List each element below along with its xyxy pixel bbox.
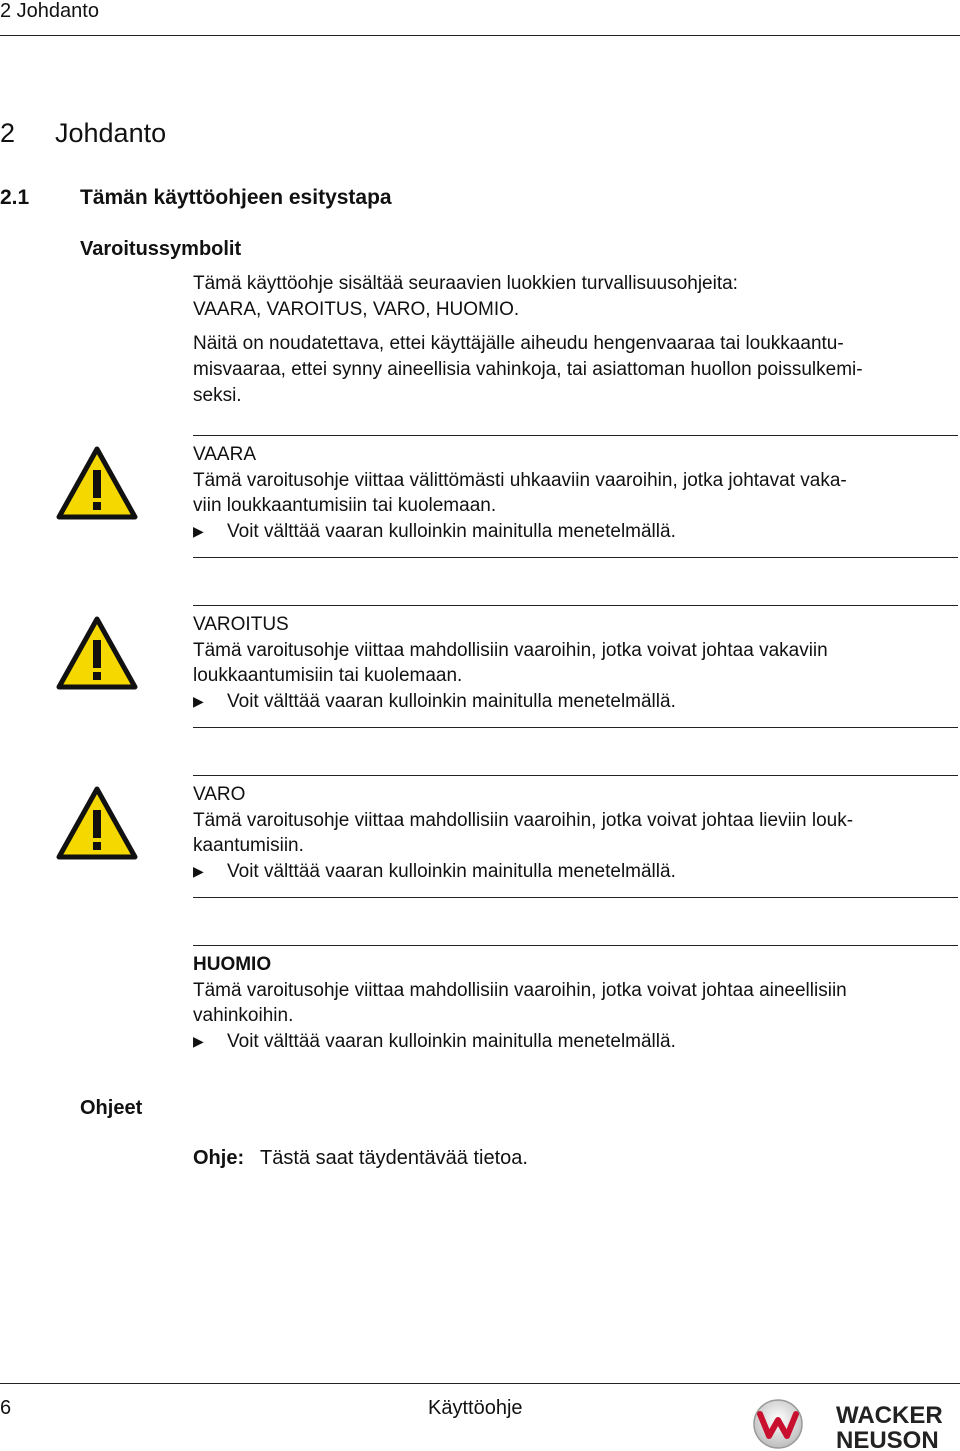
warning-text-line: Tämä varoitusohje viittaa välittömästi uhkaaviin vaaroihin, jotka johtavat vaka- xyxy=(193,469,847,491)
warning-block-huomio xyxy=(193,952,958,1054)
warning-action xyxy=(193,1029,958,1055)
warning-block-varoitus xyxy=(193,612,958,714)
intro-paragraph-2 xyxy=(193,331,953,408)
warning-title: VAARA xyxy=(193,444,257,465)
intro-line: misvaaraa, ettei synny aineellisia vahinkoja, tai asiattoman huollon poissulkemi- xyxy=(193,358,863,380)
warning-rule-top xyxy=(193,435,958,436)
warning-triangle-icon xyxy=(56,786,138,860)
intro-line: Tämä käyttöohje sisältää seuraavien luokkien turvallisuusohjeita: xyxy=(193,273,738,294)
subheading-warning-symbols: Varoitussymbolit xyxy=(80,238,242,260)
warning-action xyxy=(193,859,958,885)
warning-rule-top xyxy=(193,945,958,946)
document-title: Käyttöohje xyxy=(428,1397,523,1419)
logo-text-neuson: NEUSON xyxy=(836,1427,939,1451)
note-label: Ohje: xyxy=(193,1147,245,1169)
warning-rule-top xyxy=(193,605,958,606)
chapter-title: Johdanto xyxy=(55,118,167,148)
arrow-right-icon: ▶ xyxy=(193,1032,204,1049)
section-number: 2.1 xyxy=(0,186,30,209)
warning-text-line: kaantumisiin. xyxy=(193,835,304,857)
chapter-heading xyxy=(0,118,166,149)
warning-title: VARO xyxy=(193,784,246,805)
header-rule xyxy=(0,35,960,36)
warning-action xyxy=(193,519,958,545)
arrow-right-icon: ▶ xyxy=(193,522,204,539)
note-line xyxy=(193,1147,528,1170)
wacker-neuson-logo xyxy=(748,1396,960,1451)
warning-text-line: Tämä varoitusohje viittaa mahdollisiin vaaroihin, jotka voivat johtaa lieviin louk- xyxy=(193,809,854,831)
section-title: Tämän käyttöohjeen esitystapa xyxy=(80,186,392,209)
warning-rule-bottom xyxy=(193,727,958,728)
warning-triangle-icon xyxy=(56,616,138,690)
arrow-right-icon: ▶ xyxy=(193,692,204,709)
warning-block-varo xyxy=(193,782,958,884)
warning-action xyxy=(193,689,958,715)
warning-title: VAROITUS xyxy=(193,614,289,635)
warning-block-vaara xyxy=(193,442,958,544)
subheading-notes: Ohjeet xyxy=(80,1097,143,1119)
warning-text-line: vahinkoihin. xyxy=(193,1005,294,1027)
warning-rule-bottom xyxy=(193,897,958,898)
section-heading xyxy=(0,186,392,210)
warning-action-text: Voit välttää vaaran kulloinkin mainitulla menetelmällä. xyxy=(227,520,676,542)
warning-text-line: viin loukkaantumisiin tai kuolemaan. xyxy=(193,495,497,517)
warning-triangle-icon xyxy=(56,446,138,520)
warning-title: HUOMIO xyxy=(193,954,272,975)
intro-line: seksi. xyxy=(193,384,242,406)
intro-paragraph xyxy=(193,271,953,323)
warning-rule-top xyxy=(193,775,958,776)
warning-text-line: loukkaantumisiin tai kuolemaan. xyxy=(193,665,463,687)
warning-text-line: Tämä varoitusohje viittaa mahdollisiin vaaroihin, jotka voivat johtaa vakaviin xyxy=(193,639,828,661)
footer-rule xyxy=(0,1383,960,1384)
warning-rule-bottom xyxy=(193,557,958,558)
running-header: 2 Johdanto xyxy=(0,0,99,22)
warning-text-line: Tämä varoitusohje viittaa mahdollisiin vaaroihin, jotka voivat johtaa aineellisiin xyxy=(193,979,847,1001)
warning-action-text: Voit välttää vaaran kulloinkin mainitulla menetelmällä. xyxy=(227,1030,676,1052)
chapter-number: 2 xyxy=(0,118,16,148)
intro-line: VAARA, VAROITUS, VARO, HUOMIO. xyxy=(193,298,520,320)
arrow-right-icon: ▶ xyxy=(193,862,204,879)
intro-line: Näitä on noudatettava, ettei käyttäjälle aiheudu hengenvaaraa tai loukkaantu- xyxy=(193,333,844,354)
warning-action-text: Voit välttää vaaran kulloinkin mainitulla menetelmällä. xyxy=(227,690,676,712)
logo-text-wacker: WACKER xyxy=(836,1402,943,1429)
warning-action-text: Voit välttää vaaran kulloinkin mainitulla menetelmällä. xyxy=(227,860,676,882)
page-number: 6 xyxy=(0,1397,12,1419)
note-text: Tästä saat täydentävää tietoa. xyxy=(260,1147,528,1169)
